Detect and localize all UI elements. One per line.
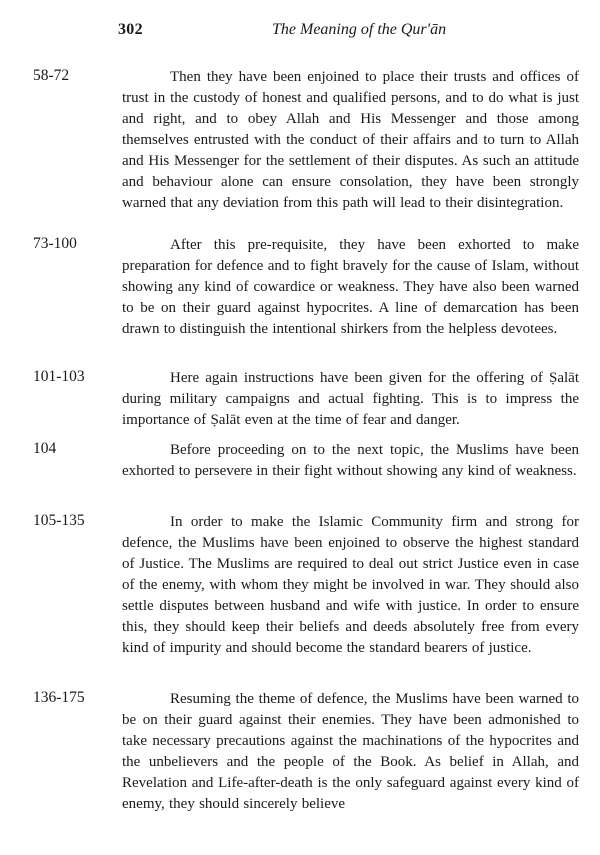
verse-reference: 101-103: [33, 368, 85, 385]
verse-reference: 136-175: [33, 689, 85, 706]
page-number: 302: [118, 21, 143, 38]
section-paragraph: After this pre-requisite, they have been exhorted to make preparation for defence and to fight bravely for the cause of Islam, without showing any kind of cowardice or weakness. They have also been warned to be on their guard against hypocrites. A line of demarcation has been drawn to distinguish the intentional shirkers from the helpless devotees.: [122, 237, 579, 337]
section-paragraph: Resuming the theme of defence, the Muslims have been warned to be on their guard against their enemies. They have been admonished to take necessary precautions against the machinations of the hypocrites and the unbelievers and the people of the Book. As belief in Allah, and Revelation and Life-after-death is the only safeguard against every kind of enemy, they should sincerely believe: [122, 691, 579, 812]
section-paragraph: In order to make the Islamic Community firm and strong for defence, the Muslims have been enjoined to observe the highest standard of Justice. The Muslims are required to deal out strict Justice even in case of the enemy, with whom they might be involved in war. They should also settle disputes between husband and wife with justice. In order to ensure this, they should keep their beliefs and deeds absolutely free from every kind of impurity and should become the standard bearers of justice.: [122, 514, 579, 656]
verse-reference: 58-72: [33, 67, 70, 84]
verse-reference: 73-100: [33, 235, 77, 252]
verse-reference: 104: [33, 440, 57, 457]
verse-reference: 105-135: [33, 512, 85, 529]
section-paragraph: Before proceeding on to the next topic, the Muslims have been exhorted to persevere in their fight without showing any kind of weakness.: [122, 442, 579, 479]
running-title: The Meaning of the Qur'ān: [272, 21, 447, 38]
section-paragraph: Here again instructions have been given for the offering of Ṣalāt during military campaigns and actual fighting. This is to impress the importance of Ṣalāt even at the time of fear and danger.: [122, 370, 579, 428]
section-paragraph: Then they have been enjoined to place their trusts and offices of trust in the custody of honest and qualified persons, and to do what is just and right, and to obey Allah and His Messenger and those among themselves entrusted with the conduct of their affairs and to turn to Allah and His Messenger for the settlement of their disputes. As such an attitude and behaviour alone can ensure consolation, they have been strongly warned that any deviation from this path will lead to their disintegration.: [122, 69, 579, 211]
page-header: [0, 21, 600, 45]
